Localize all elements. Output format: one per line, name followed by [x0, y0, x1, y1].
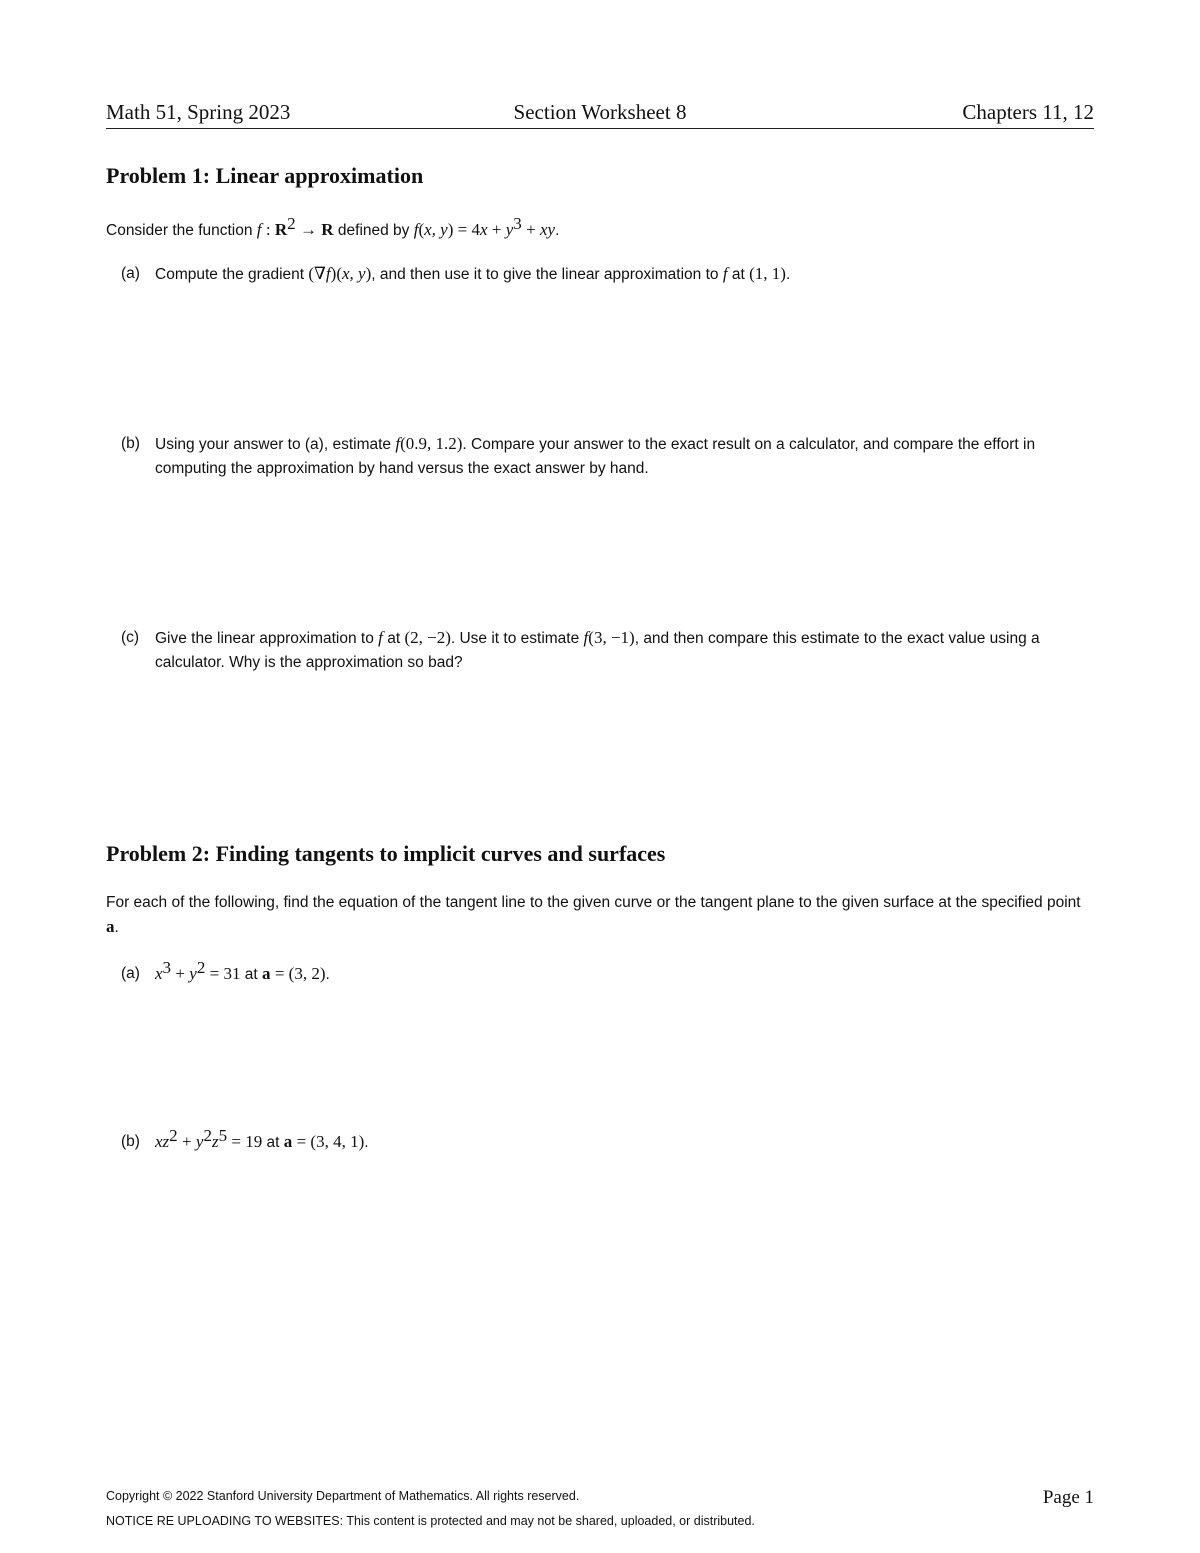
- part-label: (a): [121, 265, 140, 282]
- problem-1-part-a: (a) Compute the gradient (∇f)(x, y), and then use it to give the linear approximation to f at (1, 1).: [121, 262, 1096, 287]
- part-label: (b): [121, 435, 140, 452]
- problem-1-intro: Consider the function f : $R^2 \to R$ defined by f(x, $y) = 4x + y^3$ + xy.: [106, 213, 560, 239]
- problem-2-intro: For each of the following, find the equation of the tangent line to the given curve or the tangent plane to the given surface at the specified point a.: [106, 894, 1081, 936]
- problem-2-part-b: (b) $xz^2 + y^2z^5 = 19$ at a = (3, 4, 1).: [121, 1130, 1096, 1155]
- page-header: [106, 100, 1094, 129]
- part-label: (c): [121, 629, 140, 646]
- problem-1-part-b: (b) Using your answer to (a), estimate f(0.9, 1.2). Compare your answer to the exact result on a calculator, and compare the effort in computing the approximation by hand versus the exact answer by hand.: [121, 432, 1096, 481]
- problem-2-part-a: (a) $x^3 + y^2 = 31$ at a = (3, 2).: [121, 962, 1096, 987]
- part-label: (b): [121, 1133, 140, 1150]
- upload-notice: NOTICE RE UPLOADING TO WEBSITES: This content is protected and may not be shared, uploaded, or distributed.: [106, 1514, 755, 1528]
- course-title: Math 51, Spring 2023: [106, 100, 291, 124]
- worksheet-title: Section Worksheet 8: [513, 100, 687, 124]
- copyright-notice: Copyright © 2022 Stanford University Department of Mathematics. All rights reserved.: [106, 1489, 580, 1503]
- problem-1-part-c: (c) Give the linear approximation to f at (2, −2). Use it to estimate f(3, −1), and then compare this estimate to the exact value using a calculator. Why is the approximation so bad?: [121, 626, 1096, 675]
- problem-2-title: Problem 2: Finding tangents to implicit curves and surfaces: [106, 841, 666, 866]
- chapters-label: Chapters 11, 12: [962, 100, 1094, 124]
- problem-1-title: Problem 1: Linear approximation: [106, 163, 424, 188]
- page-number: Page 1: [1042, 1487, 1094, 1508]
- part-label: (a): [121, 965, 140, 982]
